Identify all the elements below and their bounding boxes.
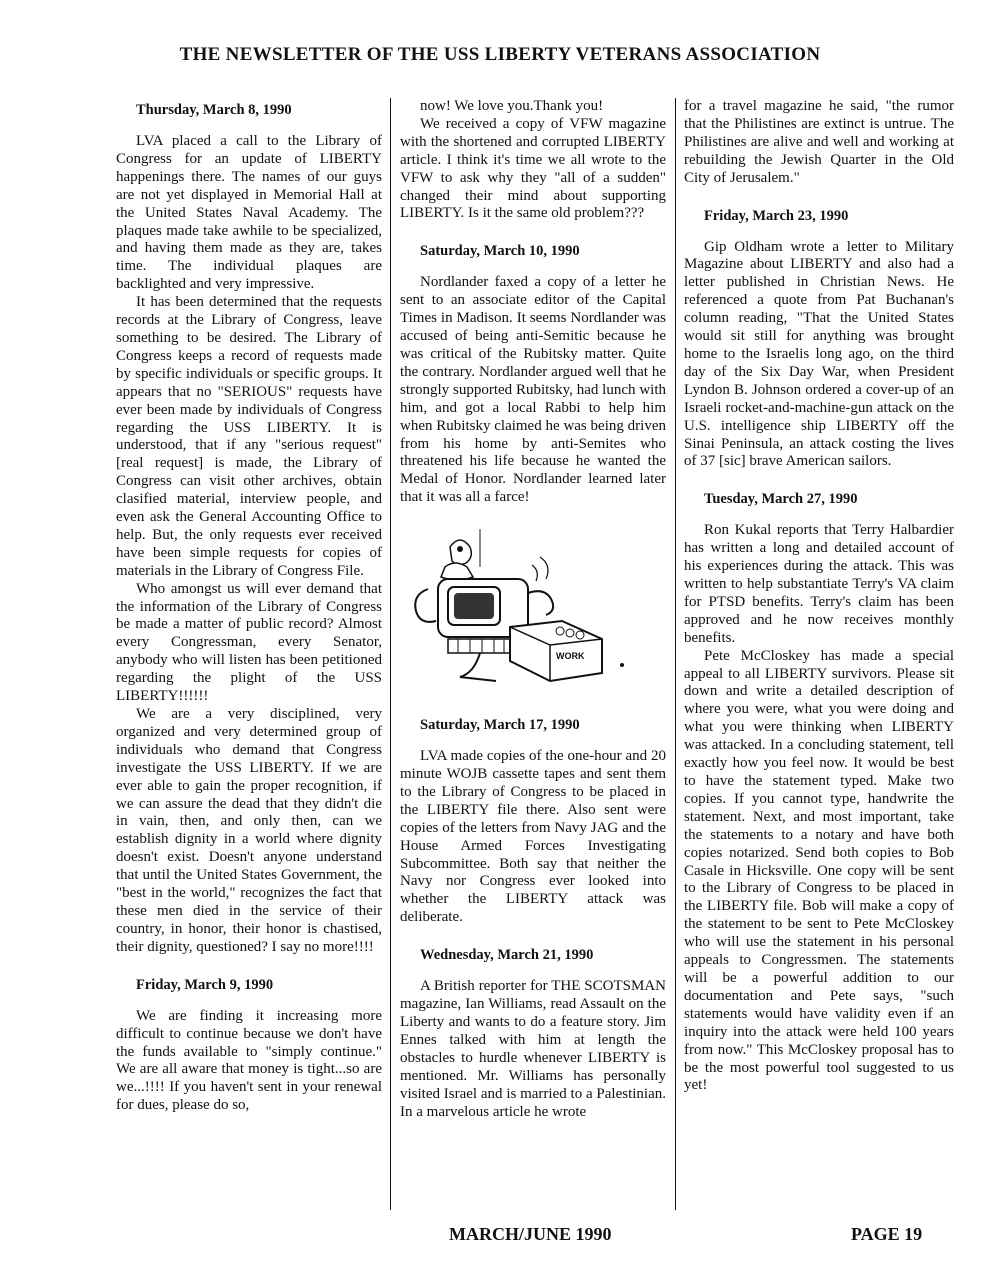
paragraph: LVA placed a call to the Library of Congress for an update of LIBERTY happenings there. The names of our guys are not yet displayed in Memorial Hall at the United States Naval Academy. The plaques made take awhile to be specialized, and having them made as they are, takes time. The individual plaques are backlighted and very impressive. bbox=[116, 133, 382, 293]
column-3 bbox=[684, 98, 954, 1095]
robot-sign-label: WORK bbox=[556, 651, 585, 662]
paragraph: We are finding it increasing more difficult to continue because we don't have the funds available to "simply continue." We are all aware that money is tight...so are we...!!!! If you haven't sent in your renewal for dues, please do so, bbox=[116, 1007, 382, 1114]
paragraph: Who amongst us will ever demand that the information of the Library of Congress be made a matter of public record? Almost every Congressman, every Senator, anybody who will listen has been petitioned regarding the plight of the USS LIBERTY!!!!!! bbox=[116, 580, 382, 705]
column-divider bbox=[675, 98, 676, 1210]
paragraph: Nordlander faxed a copy of a letter he sent to an associate editor of the Capital Times in Madison. It seems Nordlander was accused of being anti-Semitic because he was critical of the Rubitsky matter. Quite the contrary. Nordlander argued well that he strongly supported Rubitsky, had lunch with him, and got a local Rabbi to help him when Rubitsky claimed he was being driven from his home by anti-Semites who threatened his life because he wanted the Medal of Honor. Nordlander learned later that it was all a farce! bbox=[400, 274, 666, 506]
robot-cartoon-illustration bbox=[400, 527, 666, 699]
page-number: PAGE 19 bbox=[851, 1224, 923, 1244]
issue-date: MARCH/JUNE 1990 bbox=[449, 1224, 612, 1244]
section-heading: Wednesday, March 21, 1990 bbox=[420, 947, 594, 964]
paragraph: now! We love you.Thank you! bbox=[420, 98, 604, 114]
paragraph: Pete McCloskey has made a special appeal to all LIBERTY survivors. Please sit down and write a detailed description of where you were, what you were doing and what you were thinking when LIBERTY was attacked. In a concluding statement, tell exactly how you feel now. It would be best to have the statement typed. Make two copies. If you cannot type, handwrite the statement. Next, and most important, take the statements to a notary and have both copies notarized. Send both copies to Bob Casale in Hicksville. One copy will be sent to the Library of Congress to be placed in the LIBERTY file. Bob will make a copy of the statement to be sent to Pete McCloskey who will use the statement in his personal appeals to Congressmen. The statements will be a powerful addition to our documentation and Pete says, "such statements would have validity even if an inquiry into the attack were held 100 years from now." This McCloskey proposal has to be the most powerful tool suggested to us yet! bbox=[684, 647, 954, 1094]
paragraph: Gip Oldham wrote a letter to Military Magazine about LIBERTY and also had a letter published in Christian News. He referenced a quote from Pat Buchanan's column reading, "That the United States would sit still for anything was brought home to the Israelis long ago, on the third day of the Six Day War, when President Lyndon B. Johnson ordered a cover-up of an Israeli rocket-and-machine-gun attack on the U.S. intelligence ship LIBERTY off the Sinai Peninsula, an attack costing the lives of 37 [sic] brave American sailors. bbox=[684, 238, 954, 470]
column-1 bbox=[116, 98, 382, 1115]
section-heading: Tuesday, March 27, 1990 bbox=[704, 491, 858, 508]
paragraph: We are a very disciplined, very organized and very determined group of individuals who demand that Congress investigate the USS LIBERTY. If we are ever able to gain the proper recognition, if we can assure the dead that they didn't die in vain, then, and only then, can we establish dignity in a world where dignity doesn't exist. Doesn't anyone understand that until the United States Government, the "best in the world," recognizes the fact that these men died in the service of their country, in honor, their honor is chastised, their dignity, questioned? I say no more!!!! bbox=[116, 706, 382, 955]
column-divider bbox=[390, 98, 391, 1210]
paragraph: for a travel magazine he said, "the rumor that the Philistines are extinct is untrue. The Philistines are alive and well and working at rebuilding the Jewish Quarter in the Old City of Jerusalem." bbox=[684, 98, 954, 186]
newsletter-title: THE NEWSLETTER OF THE USS LIBERTY VETERANS ASSOCIATION bbox=[179, 44, 821, 65]
section-heading: Saturday, March 17, 1990 bbox=[420, 717, 580, 734]
section-heading: Saturday, March 10, 1990 bbox=[420, 243, 580, 260]
section-heading: Friday, March 23, 1990 bbox=[704, 207, 849, 224]
paragraph: LVA made copies of the one-hour and 20 minute WOJB cassette tapes and sent them to the Library of Congress to be placed in the LIBERTY file there. Also sent were copies of the letters from Navy JAG and the House Armed Forces Investigating Subcommittee. Both say that neither the Navy nor Congress ever looked into whether the LIBERTY attack was deliberate. bbox=[400, 748, 666, 926]
section-heading: Friday, March 9, 1990 bbox=[136, 976, 274, 993]
paragraph: It has been determined that the requests records at the Library of Congress, leave something to be desired. The Library of Congress keeps a record of requests made by specific individuals or specific groups. It appears that no "SERIOUS" requests have ever been made by individuals of Congress regarding the USS LIBERTY. It is understood, that if any "serious request" [real request] is made, the Library of Congress can visit other archives, obtain clasified material, interview people, and even ask the General Accounting Office to help. But, the only requests ever received have been simple requests for copies of materials in the Library of Congress File. bbox=[116, 294, 382, 579]
paragraph: A British reporter for THE SCOTSMAN magazine, Ian Williams, read Assault on the Liberty and wants to do a feature story. Jim Ennes talked with him at length the obstacles to hurdle whenever LIBERTY is mentioned. Mr. Williams has personally visited Israel and is married to a Palestinian. In a marvelous article he wrote bbox=[400, 978, 666, 1120]
paragraph: We received a copy of VFW magazine with the shortened and corrupted LIBERTY article. I think it's time we all wrote to the VFW to ask why they "all of a sudden" changed their mind about supporting LIBERTY. Is it the same old problem??? bbox=[400, 115, 666, 222]
section-heading: Thursday, March 8, 1990 bbox=[136, 102, 292, 118]
column-2 bbox=[400, 98, 666, 1121]
paragraph: Ron Kukal reports that Terry Halbardier has written a long and detailed account of his experiences during the attack. This was written to help substantiate Terry's VA claim for PTSD benefits. Terry's claim has been approved and he now receives monthly benefits. bbox=[684, 522, 954, 646]
